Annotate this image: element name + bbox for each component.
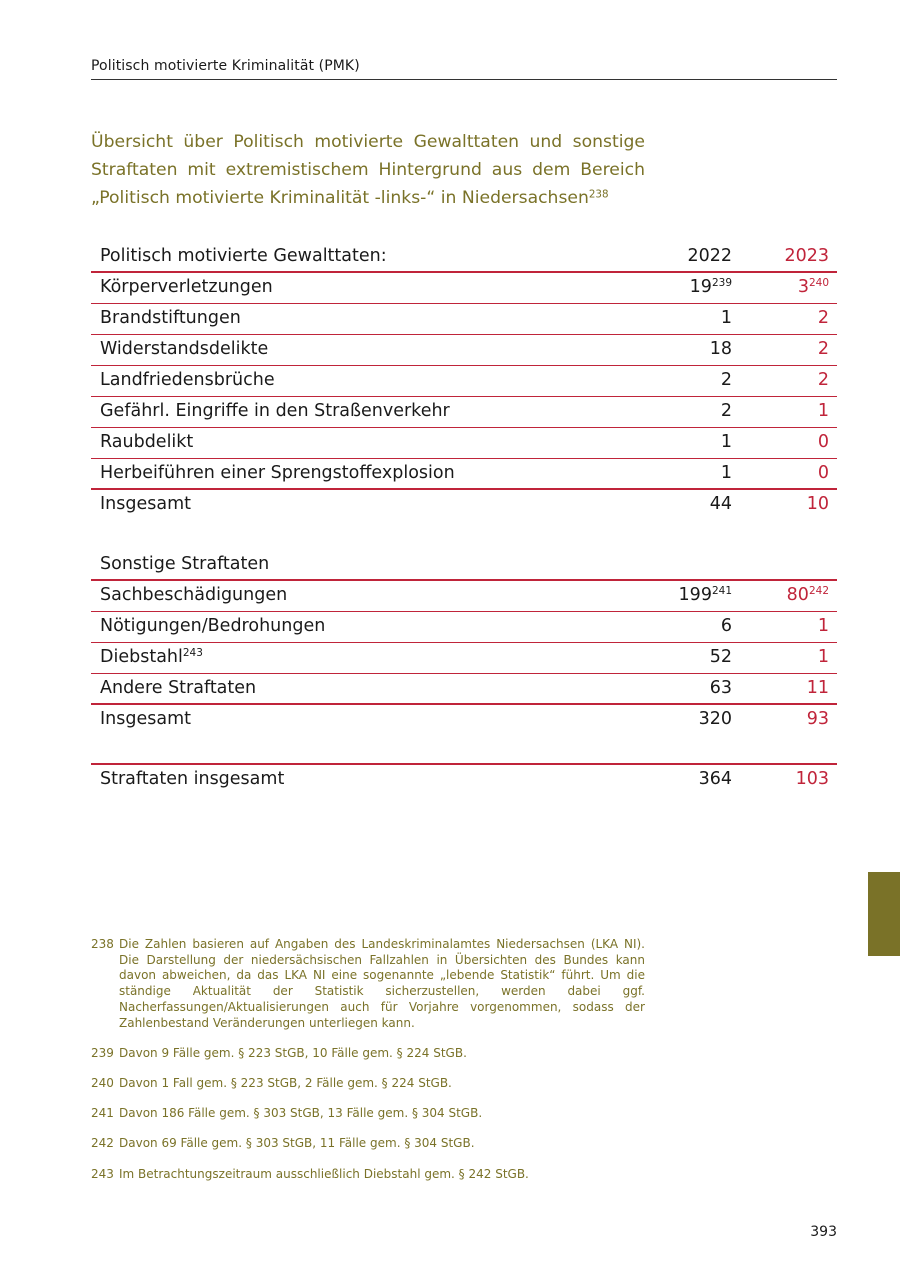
footnote-242 <box>91 1136 645 1152</box>
total-row <box>91 490 837 520</box>
table-row <box>91 397 837 428</box>
total-label: Insgesamt <box>100 494 191 514</box>
table-row <box>91 335 837 366</box>
value-2022: 63 <box>709 678 732 698</box>
footnote-text: Im Betrachtungszeitraum ausschließlich Diebstahl gem. § 242 StGB. <box>119 1166 529 1181</box>
footnote-ref[interactable]: 238 <box>588 188 609 201</box>
footnote-239 <box>91 1046 645 1062</box>
total-row <box>91 705 837 735</box>
row-label: Nötigungen/Bedrohungen <box>100 616 326 636</box>
row-label: Widerstandsdelikte <box>100 339 269 359</box>
value-2022: 1 <box>720 463 732 483</box>
violent-crimes-table <box>91 242 837 520</box>
footnote-number: 241 <box>91 1106 114 1121</box>
value-2022: 18 <box>709 339 732 359</box>
grand-total-label: Straftaten insgesamt <box>100 769 285 789</box>
grand-total-2022: 364 <box>698 769 732 789</box>
value-2023: 0 <box>817 463 829 483</box>
table-header-row <box>91 242 837 273</box>
column-header-2022: 2022 <box>687 246 732 266</box>
value-2023: 1 <box>817 401 829 421</box>
value-2023: $80^{242}$ <box>786 585 829 605</box>
footnotes <box>91 937 645 1197</box>
row-label: Raubdelikt <box>100 432 194 452</box>
footnote-text: Die Zahlen basieren auf Angaben des Landeskriminalamtes Niedersachsen (LKA NI). Die Darstellung der niedersächsischen Fallzahlen in Übersichten des Bundes kann davon abweichen, da das LKA NI eine sogenannte „lebende Statistik“ führt. Um die ständige Aktualität der Statistik sicherzustellen, werden dabei ggf. Nacherfassungen/Aktualisierungen auch für Vorjahre vorgenommen, sodass der Zahlenbestand Veränderungen unterliegen kann. <box>119 937 645 1030</box>
value-2022: 1 <box>720 308 732 328</box>
value-2023: 11 <box>806 678 829 698</box>
footnote-243 <box>91 1167 645 1183</box>
footnote-240 <box>91 1076 645 1092</box>
footnote-ref[interactable]: 242 <box>808 585 829 598</box>
footnote-text: Davon 186 Fälle gem. § 303 StGB, 13 Fälle gem. § 304 StGB. <box>119 1106 483 1121</box>
grand-total-table <box>91 763 837 795</box>
total-label: Insgesamt <box>100 709 191 729</box>
value-2022: 1 <box>720 432 732 452</box>
footnote-text: Davon 9 Fälle gem. § 223 StGB, 10 Fälle gem. § 224 StGB. <box>119 1045 467 1060</box>
value-2023: 1 <box>817 647 829 667</box>
row-label: Gefährl. Eingriffe in den Straßenverkehr <box>100 401 450 421</box>
value-2023: 1 <box>817 616 829 636</box>
value-2022: $199^{241}$ <box>678 585 732 605</box>
table-row <box>91 674 837 705</box>
total-2023: 93 <box>806 709 829 729</box>
total-2022: 44 <box>709 494 732 514</box>
grand-total-2023: 103 <box>795 769 829 789</box>
row-label: Sachbeschädigungen <box>100 585 288 605</box>
value-2023: 0 <box>817 432 829 452</box>
table-row <box>91 612 837 643</box>
table-row <box>91 643 837 674</box>
table-row <box>91 366 837 397</box>
value-2023: 2 <box>817 370 829 390</box>
value-2022: 2 <box>720 370 732 390</box>
footnote-ref[interactable]: 241 <box>711 585 732 598</box>
footnote-number: 243 <box>91 1166 114 1181</box>
table-row <box>91 304 837 335</box>
footnote-number: 240 <box>91 1075 114 1090</box>
value-2022: 52 <box>709 647 732 667</box>
value-2023: $3^{240}$ <box>797 277 829 297</box>
table-header-row <box>91 550 837 581</box>
row-label: Herbeiführen einer Sprengstoffexplosion <box>100 463 455 483</box>
running-header: Politisch motivierte Kriminalität (PMK) <box>91 58 837 80</box>
row-label: Andere Straftaten <box>100 678 257 698</box>
other-offenses-table <box>91 550 837 735</box>
table-row <box>91 581 837 612</box>
table-row <box>91 459 837 490</box>
section-heading: Sonstige Straftaten <box>100 554 270 574</box>
grand-total-row <box>91 765 837 795</box>
value-2022: 2 <box>720 401 732 421</box>
footnote-ref[interactable]: 240 <box>808 277 829 290</box>
footnote-ref[interactable]: 243 <box>182 647 203 660</box>
row-label: Körperverletzungen <box>100 277 273 297</box>
page-number: 393 <box>810 1224 837 1240</box>
footnote-text: Davon 1 Fall gem. § 223 StGB, 2 Fälle gem. § 224 StGB. <box>119 1075 452 1090</box>
total-2022: 320 <box>698 709 732 729</box>
value-2022: $19^{239}$ <box>689 277 732 297</box>
row-label: Brandstiftungen <box>100 308 241 328</box>
footnote-number: 242 <box>91 1136 114 1151</box>
column-header-2023: 2023 <box>784 246 829 266</box>
footnote-text: Davon 69 Fälle gem. § 303 StGB, 11 Fälle gem. § 304 StGB. <box>119 1136 475 1151</box>
chapter-tab-marker <box>868 872 900 956</box>
table-row <box>91 428 837 459</box>
section-heading: Politisch motivierte Gewalttaten: <box>100 246 387 266</box>
table-row <box>91 273 837 304</box>
total-2023: 10 <box>806 494 829 514</box>
footnote-238 <box>91 937 645 1031</box>
footnote-ref[interactable]: 239 <box>711 277 732 290</box>
footnote-number: 239 <box>91 1045 114 1060</box>
value-2022: 6 <box>720 616 732 636</box>
footnote-number: 238 <box>91 937 114 951</box>
row-label: Diebstahl$^{243}$ <box>100 647 203 667</box>
caption-text: Übersicht über Politisch motivierte Gewalttaten und sonstige Straftaten mit extremistischem Hintergrund aus dem Bereich „Politisch motivierte Kriminalität -links-“ in Niedersachsen <box>91 132 645 208</box>
value-2023: 2 <box>817 339 829 359</box>
row-label: Landfriedensbrüche <box>100 370 275 390</box>
value-2023: 2 <box>817 308 829 328</box>
footnote-241 <box>91 1106 645 1122</box>
table-caption <box>91 128 645 212</box>
